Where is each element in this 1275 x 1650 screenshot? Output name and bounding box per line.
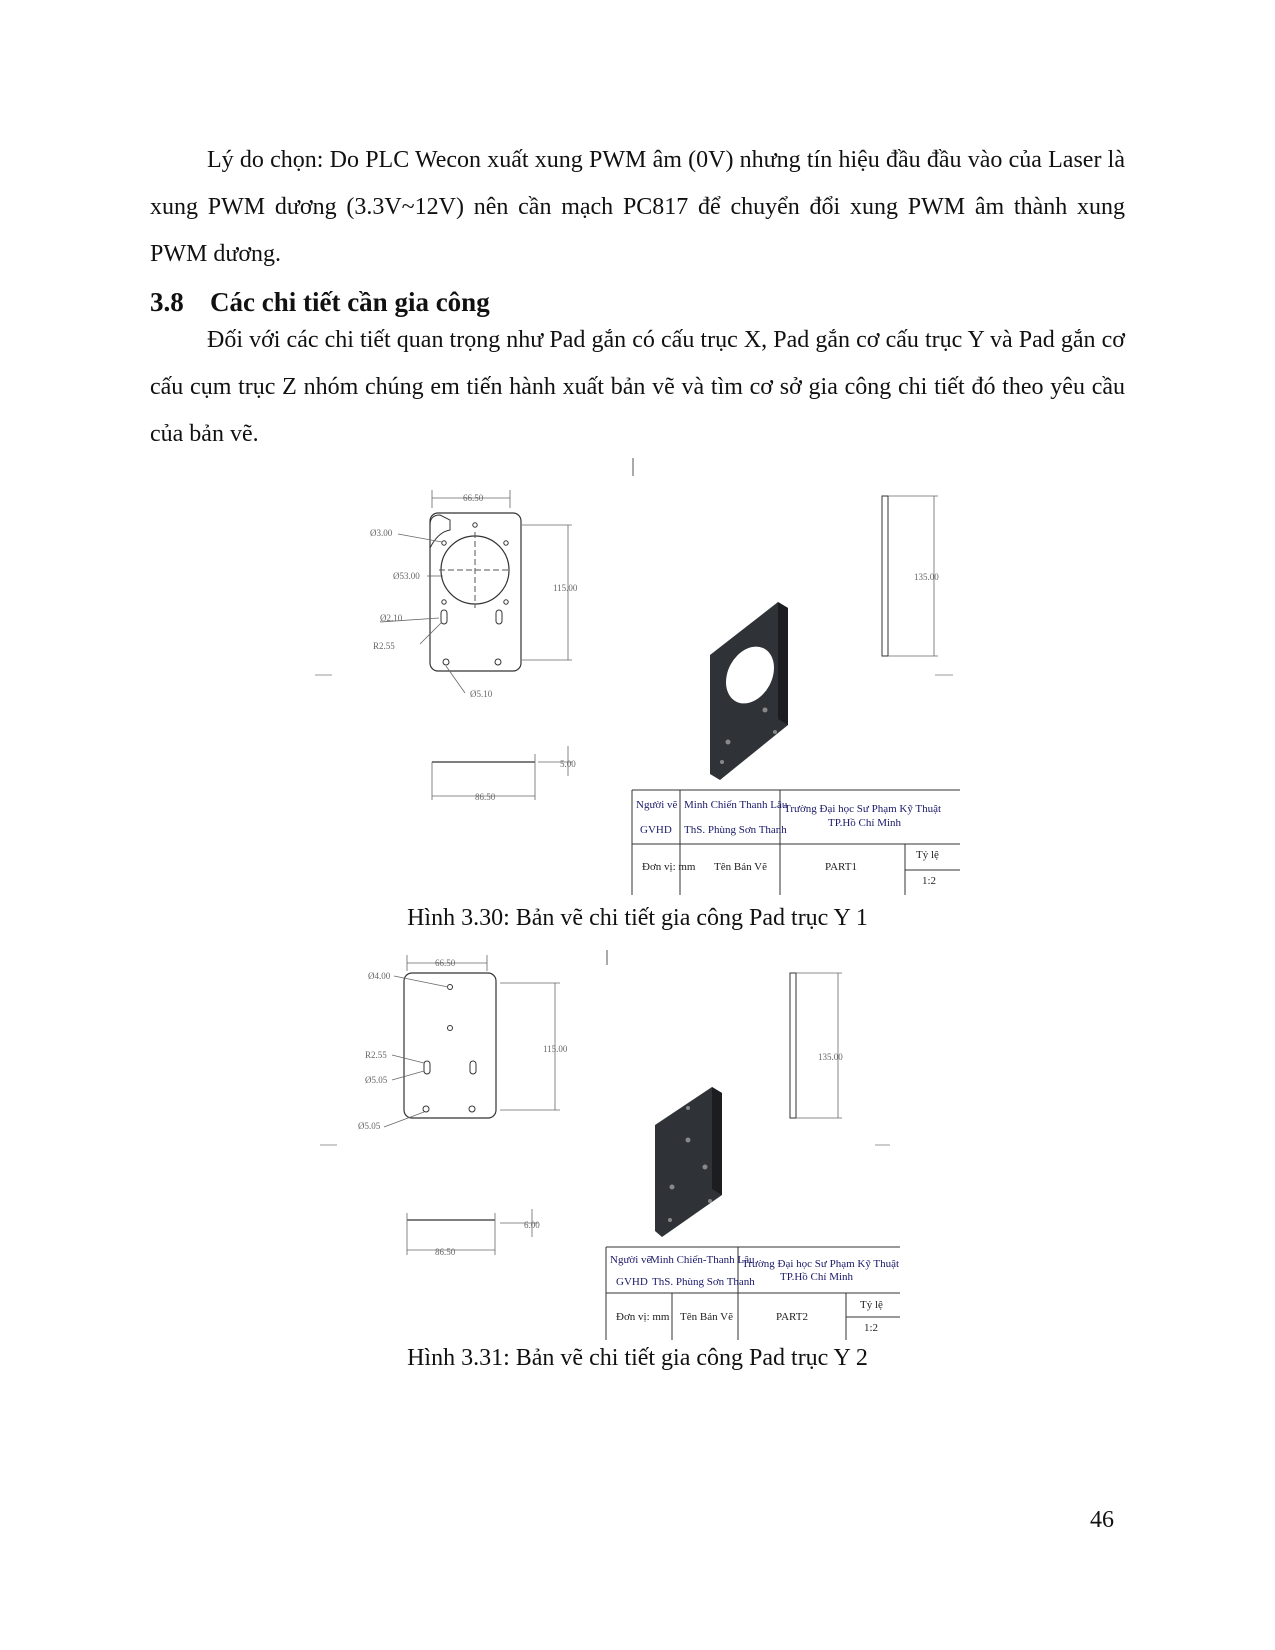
dim-height: 115.00 xyxy=(553,583,578,593)
caption-figure-3-31: Hình 3.31: Bản vẽ chi tiết gia công Pad trục Y 2 xyxy=(407,1345,868,1371)
dim-hole-bottom: Ø5.10 xyxy=(470,689,493,699)
dim-side-height: 135.00 xyxy=(914,572,939,582)
tb1-unit: Đơn vị: mm xyxy=(642,861,696,873)
tb2-advisor: ThS. Phùng Sơn Thanh xyxy=(652,1276,755,1288)
drawing-pad-y2 xyxy=(310,945,910,1340)
dim2-height: 115.00 xyxy=(543,1044,568,1054)
tb2-unit: Đơn vị: mm xyxy=(616,1311,670,1323)
title-block-2 xyxy=(606,1247,900,1340)
tb2-part: PART2 xyxy=(776,1311,808,1323)
tb2-advisor-label: GVHD xyxy=(616,1276,648,1288)
title-block-1 xyxy=(632,790,960,895)
iso-view-pad2 xyxy=(655,1087,722,1237)
paragraph-intro: Đối với các chi tiết quan trọng như Pad gắn có cấu trục X, Pad gắn cơ cấu trục Y và Pad gắn cơ cấu cụm trục Z nhóm chúng em tiến hành xuất bản vẽ và tìm cơ sở gia công chi tiết đó theo yêu cầu của bản vẽ. xyxy=(150,327,1125,447)
dim-bottom-width: 86.50 xyxy=(475,792,496,802)
tb2-city: TP.Hồ Chí Minh xyxy=(780,1271,854,1283)
tb1-part: PART1 xyxy=(825,861,857,873)
tb2-name-label: Tên Bản Vẽ xyxy=(680,1311,733,1323)
caption-figure-3-30: Hình 3.30: Bản vẽ chi tiết gia công Pad trục Y 1 xyxy=(407,905,868,931)
tb2-school: Trường Đại học Sư Phạm Kỹ Thuật xyxy=(742,1258,900,1270)
page-number: 46 xyxy=(1090,1507,1114,1533)
drawing-pad-y1 xyxy=(310,450,970,895)
tb2-drawn-by: Minh Chiến-Thanh Lâu xyxy=(650,1254,755,1266)
tb1-scale-label: Tỷ lệ xyxy=(916,849,939,861)
dim2-bottom-width: 86.50 xyxy=(435,1247,456,1257)
tb2-scale-label: Tỷ lệ xyxy=(860,1299,883,1311)
tb1-advisor-label: GVHD xyxy=(640,824,672,836)
iso-view-pad1 xyxy=(710,602,788,780)
paragraph-reason: Lý do chọn: Do PLC Wecon xuất xung PWM âm (0V) nhưng tín hiệu đầu đầu vào của Laser là xung PWM dương (3.3V~12V) nên cần mạch PC817 để chuyển đổi xung PWM âm thành xung PWM dương. xyxy=(150,147,1125,267)
dim-slot: Ø2.10 xyxy=(380,613,403,623)
tb1-school: Trường Đại học Sư Phạm Kỹ Thuật xyxy=(784,803,942,815)
dim2-radius: R2.55 xyxy=(365,1050,387,1060)
dim2-hole-bottom: Ø5.05 xyxy=(358,1121,381,1131)
section-heading xyxy=(150,287,490,318)
dim2-thickness: 6.00 xyxy=(524,1220,540,1230)
section-number: 3.8 xyxy=(150,287,184,317)
tb1-drawn-by-label: Người vẽ xyxy=(636,799,678,811)
dim-radius: R2.55 xyxy=(373,641,395,651)
tb1-scale: 1:2 xyxy=(922,875,937,887)
tb2-scale: 1:2 xyxy=(864,1322,879,1334)
tb1-drawn-by: Minh Chiến Thanh Lâu xyxy=(684,799,788,811)
dim-thickness: 5.00 xyxy=(560,759,576,769)
dim-hole-small: Ø3.00 xyxy=(370,528,393,538)
tb2-drawn-by-label: Người vẽ xyxy=(610,1254,652,1266)
dim-width-top: 66.50 xyxy=(463,493,484,503)
dim-hole-big: Ø53.00 xyxy=(393,571,420,581)
tb1-city: TP.Hồ Chí Minh xyxy=(828,817,902,829)
dim2-side-height: 135.00 xyxy=(818,1052,843,1062)
dim2-width-top: 66.50 xyxy=(435,958,456,968)
section-title: Các chi tiết cần gia công xyxy=(210,287,490,317)
dim2-slot: Ø5.05 xyxy=(365,1075,388,1085)
tb1-advisor: ThS. Phùng Sơn Thanh xyxy=(684,824,787,836)
dim2-hole-small: Ø4.00 xyxy=(368,971,391,981)
tb1-name-label: Tên Bản Vẽ xyxy=(714,861,767,873)
